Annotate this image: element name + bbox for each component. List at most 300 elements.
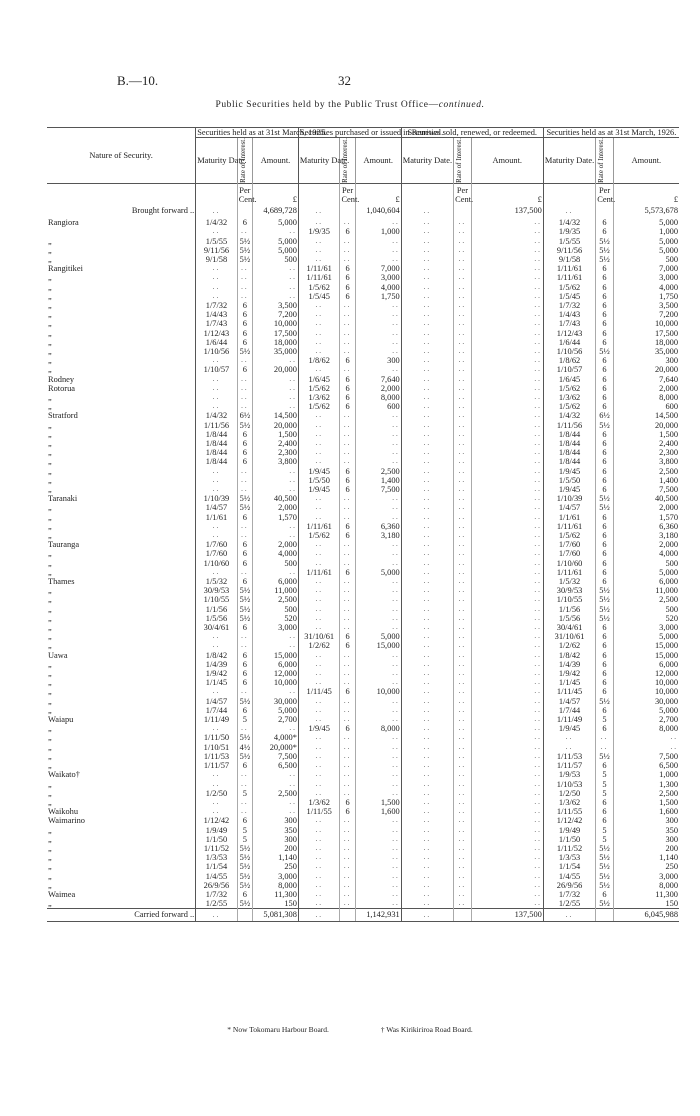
cell-rate-1926: 6 [596, 761, 613, 770]
cell-rate-1925: .. [237, 273, 252, 282]
cell-maturity-sold: .. [401, 430, 453, 439]
cell-amount-sold: .. [471, 733, 543, 742]
cell-amount-1925: 200 [253, 844, 299, 853]
cell-rate-purchased: .. [340, 780, 355, 789]
document-reference: B.—10. [117, 73, 159, 88]
cell-amount-purchased: .. [355, 816, 401, 825]
cell-maturity-1925: 1/11/53 [196, 752, 238, 761]
cell-amount-1926: 500 [613, 559, 679, 568]
cell-rate-purchased: .. [340, 899, 355, 909]
cell-amount-1926: 2,500 [613, 595, 679, 604]
cell-rate-1925: .. [237, 467, 252, 476]
unit-pound: £ [253, 184, 299, 205]
cell-maturity-purchased: .. [298, 770, 340, 779]
table-row [47, 761, 679, 770]
cell-amount-1925: 500 [253, 559, 299, 568]
cell-maturity-sold: .. [401, 227, 453, 236]
cell-rate-1925: 5½ [237, 237, 252, 246]
table-row [47, 448, 679, 457]
cell-maturity-1925: 26/9/56 [196, 881, 238, 890]
cell-amount-purchased: .. [355, 329, 401, 338]
cell-maturity-purchased: .. [298, 623, 340, 632]
cell-rate-purchased: .. [340, 329, 355, 338]
cell-maturity-purchased: 1/11/45 [298, 687, 340, 696]
cell-maturity-1925: .. [196, 485, 238, 494]
cell-rate-1925: 5½ [237, 899, 252, 909]
cell-rate-sold: .. [454, 752, 471, 761]
cell-rate-sold: .. [454, 421, 471, 430]
cell-amount-sold: .. [471, 246, 543, 255]
cell-name: „ [48, 586, 52, 596]
cell-amount-1926: 7,500 [613, 485, 679, 494]
cell-amount-sold: .. [471, 227, 543, 236]
cell-rate-1925: 5½ [237, 503, 252, 512]
cell-maturity-purchased: 1/5/50 [298, 476, 340, 485]
col-rate-3 [454, 138, 471, 184]
unit-percent: Per Cent. [340, 184, 355, 205]
cell-amount-1926: 2,000 [613, 540, 679, 549]
cell-maturity-sold: .. [401, 826, 453, 835]
cell-maturity-1925: 1/10/60 [196, 559, 238, 568]
cell-amount-purchased: .. [355, 494, 401, 503]
cell-amount-purchased: 6,360 [355, 522, 401, 531]
table-row [47, 872, 679, 881]
cell-amount-purchased: .. [355, 826, 401, 835]
cell-maturity-1926: 1/5/56 [543, 614, 595, 623]
col-maturity-4: Maturity Date. [543, 138, 595, 184]
cell-rate-purchased: 6 [340, 568, 355, 577]
cell-rate-1925: 5½ [237, 844, 252, 853]
cell-maturity-1925: 1/11/49 [196, 715, 238, 724]
cell-rate-1926: 6 [596, 356, 613, 365]
cell-name: „ [48, 429, 52, 439]
cell-amount-sold: .. [471, 513, 543, 522]
cell-maturity-1925: 1/8/44 [196, 448, 238, 457]
cell-maturity-sold: .. [401, 393, 453, 402]
table-row [47, 494, 679, 503]
table-row [47, 319, 679, 328]
cell-name: Tauranga [48, 540, 80, 550]
cell-rate-1925: .. [237, 568, 252, 577]
cell-maturity-1925: 1/7/60 [196, 540, 238, 549]
cell-amount-1925: 5,000 [253, 706, 299, 715]
cell-amount-1926: 300 [613, 835, 679, 844]
cell-amount-1925: 2,700 [253, 715, 299, 724]
cell-maturity-sold: .. [401, 448, 453, 457]
cell-amount-sold: .. [471, 365, 543, 374]
cell-amount-sold: .. [471, 375, 543, 384]
cell-amount-1926: 11,300 [613, 890, 679, 899]
col-amount-3: Amount. [471, 138, 543, 184]
cell-amount-sold: .. [471, 816, 543, 825]
cell-maturity-sold: .. [401, 549, 453, 558]
cell-maturity-1926: 1/11/52 [543, 844, 595, 853]
cell-amount-purchased: 1,750 [355, 292, 401, 301]
cell-maturity-1925: .. [196, 807, 238, 816]
cell-rate-sold: .. [454, 743, 471, 752]
cell-amount-1925: 12,000 [253, 669, 299, 678]
cell-rate-1925: 6 [237, 439, 252, 448]
cell-name: „ [48, 613, 52, 623]
table-row [47, 467, 679, 476]
cell-amount-1926: 6,000 [613, 577, 679, 586]
cell-amount-1926: 7,500 [613, 752, 679, 761]
cell-amount-purchased: 300 [355, 356, 401, 365]
cell-maturity-purchased: .. [298, 549, 340, 558]
cell-maturity-purchased: 1/5/62 [298, 402, 340, 411]
cell-rate-purchased: 6 [340, 393, 355, 402]
cell-amount-1925: .. [253, 522, 299, 531]
cell-rate-1925: .. [237, 402, 252, 411]
cell-amount-sold: .. [471, 283, 543, 292]
cell-name: „ [48, 328, 52, 338]
cell-maturity-1926: 1/6/45 [543, 375, 595, 384]
cell-amount-1925: 3,000 [253, 623, 299, 632]
cell-maturity-1926: 1/11/61 [543, 273, 595, 282]
cell-maturity-1925: 1/3/53 [196, 853, 238, 862]
cell-rate-purchased: .. [340, 595, 355, 604]
cell-rate-sold: .. [454, 329, 471, 338]
cell-maturity-purchased: 1/9/45 [298, 467, 340, 476]
cell-amount-1925: 300 [253, 816, 299, 825]
cell-rate-sold: .. [454, 356, 471, 365]
cell-rate-purchased: .. [340, 678, 355, 687]
cell-name: „ [48, 521, 52, 531]
cell-rate-sold: .. [454, 255, 471, 264]
cell-amount-1926: 2,500 [613, 467, 679, 476]
cell-rate-sold: .. [454, 494, 471, 503]
cell-rate-1925: 6 [237, 301, 252, 310]
cell-maturity-1926: 1/11/61 [543, 568, 595, 577]
col-amount-4: Amount. [613, 138, 679, 184]
cell-maturity-1926: 1/9/49 [543, 826, 595, 835]
cell-rate-purchased: 6 [340, 724, 355, 733]
cell-maturity-1925: .. [196, 798, 238, 807]
cell-amount-sold: .. [471, 678, 543, 687]
cell-maturity-sold: .. [401, 246, 453, 255]
cell-amount-purchased: .. [355, 503, 401, 512]
cell-amount-1925: .. [253, 467, 299, 476]
cell-rate-1925: 6 [237, 513, 252, 522]
cell-maturity-1926: 1/4/57 [543, 697, 595, 706]
cell-amount-purchased: .. [355, 715, 401, 724]
cell-name: „ [48, 797, 52, 807]
cell-rate-purchased: .. [340, 494, 355, 503]
cell-rate-sold: .. [454, 899, 471, 909]
cell-maturity-1925: 1/7/44 [196, 706, 238, 715]
cell-amount-1926: 2,300 [613, 448, 679, 457]
group-purchased: Securities purchased or issued in Renewal. [299, 128, 444, 137]
table-row [47, 706, 679, 715]
cell-amount-sold: .. [471, 844, 543, 853]
cell-amount-purchased: .. [355, 660, 401, 669]
cell-amount-purchased: .. [355, 706, 401, 715]
cell-rate-1926: 6 [596, 807, 613, 816]
table-row [47, 577, 679, 586]
cell-rate-purchased: .. [340, 853, 355, 862]
cell-rate-sold: .. [454, 384, 471, 393]
cell-name: „ [48, 604, 52, 614]
cell-amount-purchased: .. [355, 577, 401, 586]
cell-rate-sold: .. [454, 697, 471, 706]
cell-rate-1926: .. [596, 733, 613, 742]
cell-rate-sold: .. [454, 715, 471, 724]
cell-amount-purchased: .. [355, 605, 401, 614]
cell-amount-sold: .. [471, 568, 543, 577]
cell-amount-1926: 6,360 [613, 522, 679, 531]
cell-amount-1925: .. [253, 283, 299, 292]
cell-rate-1925: 6 [237, 706, 252, 715]
cell-maturity-1926: 1/7/43 [543, 319, 595, 328]
cell-rate-1926: 6 [596, 319, 613, 328]
cell-rate-1925: 6 [237, 310, 252, 319]
cell-maturity-purchased: 1/2/62 [298, 641, 340, 650]
bf-amount-1926: 5,573,678 [613, 204, 679, 218]
cell-amount-1926: 5,000 [613, 632, 679, 641]
cell-amount-1925: .. [253, 724, 299, 733]
cell-amount-1926: 30,000 [613, 697, 679, 706]
cell-rate-sold: .. [454, 540, 471, 549]
cell-name: Thames [48, 577, 75, 587]
cell-rate-1925: 5 [237, 715, 252, 724]
cell-maturity-sold: .. [401, 632, 453, 641]
cell-rate-sold: .. [454, 669, 471, 678]
cell-name: „ [48, 687, 52, 697]
cell-rate-sold: .. [454, 467, 471, 476]
cell-maturity-sold: .. [401, 715, 453, 724]
cell-rate-1926: 5½ [596, 421, 613, 430]
cell-maturity-1926: 1/4/43 [543, 310, 595, 319]
cell-amount-1926: 20,000 [613, 421, 679, 430]
table-row [47, 623, 679, 632]
cell-rate-purchased: 6 [340, 485, 355, 494]
cell-maturity-1925: 1/1/50 [196, 835, 238, 844]
cell-amount-1926: 10,000 [613, 687, 679, 696]
cell-amount-purchased: .. [355, 595, 401, 604]
cell-maturity-1925: .. [196, 292, 238, 301]
cell-rate-purchased: .. [340, 540, 355, 549]
cell-rate-1925: 6 [237, 678, 252, 687]
cell-amount-sold: .. [471, 467, 543, 476]
cell-amount-purchased: .. [355, 890, 401, 899]
cell-amount-1926: 2,400 [613, 439, 679, 448]
cell-name: „ [48, 356, 52, 366]
cell-amount-sold: .. [471, 890, 543, 899]
cell-rate-purchased: .. [340, 789, 355, 798]
cell-amount-1925: 4,000* [253, 733, 299, 742]
cell-maturity-1926: 9/1/58 [543, 255, 595, 264]
cell-name: „ [48, 825, 52, 835]
cell-amount-sold: .. [471, 338, 543, 347]
table-row [47, 853, 679, 862]
group-held-1926: Securities held as at 31st March, 1926. [543, 128, 679, 138]
cell-rate-purchased: .. [340, 246, 355, 255]
cell-amount-1925: 20,000* [253, 743, 299, 752]
unit-pound: £ [471, 184, 543, 205]
cell-rate-1926: 5 [596, 770, 613, 779]
cell-amount-1925: 10,000 [253, 678, 299, 687]
cell-amount-purchased: .. [355, 899, 401, 909]
cell-amount-1926: .. [613, 743, 679, 752]
cell-amount-sold: .. [471, 549, 543, 558]
cell-amount-sold: .. [471, 687, 543, 696]
cell-amount-1926: .. [613, 733, 679, 742]
cell-maturity-sold: .. [401, 356, 453, 365]
cell-rate-sold: .. [454, 586, 471, 595]
cell-rate-purchased: 6 [340, 292, 355, 301]
col-maturity-2: Maturity Date. [298, 138, 340, 184]
cell-maturity-1925: 1/4/57 [196, 697, 238, 706]
cell-maturity-1925: .. [196, 632, 238, 641]
cell-maturity-purchased: .. [298, 789, 340, 798]
cell-maturity-1925: 1/11/50 [196, 733, 238, 742]
cell-name: „ [48, 696, 52, 706]
table-row [47, 522, 679, 531]
table-row [47, 632, 679, 641]
cell-amount-sold: .. [471, 273, 543, 282]
cell-maturity-1925: 1/10/57 [196, 365, 238, 374]
group-held-1925: Securities held as at 31st March, 1925. [197, 128, 327, 137]
table-row [47, 439, 679, 448]
cell-maturity-1926: 1/8/42 [543, 651, 595, 660]
cell-amount-1925: .. [253, 632, 299, 641]
cell-amount-purchased: .. [355, 872, 401, 881]
col-rate-4 [596, 138, 613, 184]
cell-rate-sold: .. [454, 301, 471, 310]
cell-amount-purchased: .. [355, 733, 401, 742]
cell-rate-1926: 6 [596, 476, 613, 485]
cell-amount-1926: 11,000 [613, 586, 679, 595]
cell-name: „ [48, 567, 52, 577]
table-body [47, 184, 679, 909]
col-nature-of-security: Nature of Security. [47, 128, 196, 184]
table-row [47, 641, 679, 650]
cell-rate-purchased: .. [340, 347, 355, 356]
cell-rate-1925: 6 [237, 448, 252, 457]
cell-amount-1926: 35,000 [613, 347, 679, 356]
cell-amount-1925: 5,000 [253, 218, 299, 227]
cell-rate-1925: 6 [237, 218, 252, 227]
cell-rate-1926: 6 [596, 559, 613, 568]
cell-rate-1925: 6 [237, 329, 252, 338]
cell-amount-1926: 20,000 [613, 365, 679, 374]
cell-name: Taranaki [48, 494, 78, 504]
cell-rate-sold: .. [454, 890, 471, 899]
cell-maturity-purchased: .. [298, 816, 340, 825]
cell-name: „ [48, 779, 52, 789]
cell-maturity-purchased: .. [298, 494, 340, 503]
cell-maturity-1925: 1/9/49 [196, 826, 238, 835]
cell-amount-1925: 7,500 [253, 752, 299, 761]
table-row [47, 605, 679, 614]
cell-rate-1925: .. [237, 264, 252, 273]
cell-rate-1925: 6 [237, 890, 252, 899]
cell-amount-sold: .. [471, 255, 543, 264]
cell-amount-1925: .. [253, 641, 299, 650]
table-row [47, 218, 679, 227]
cell-amount-sold: .. [471, 237, 543, 246]
cell-amount-sold: .. [471, 292, 543, 301]
cell-rate-1925: .. [237, 384, 252, 393]
cell-amount-1926: 14,500 [613, 411, 679, 420]
cell-rate-1926: 6 [596, 706, 613, 715]
cell-maturity-1925: 1/1/56 [196, 605, 238, 614]
cell-maturity-sold: .. [401, 292, 453, 301]
cell-name: „ [48, 346, 52, 356]
cell-amount-1925: 1,500 [253, 430, 299, 439]
cell-rate-sold: .. [454, 853, 471, 862]
cell-amount-purchased: .. [355, 586, 401, 595]
cell-name: Rodney [48, 374, 75, 384]
cell-rate-sold: .. [454, 862, 471, 871]
cell-rate-purchased: .. [340, 255, 355, 264]
bf-amount-1925: 4,689,728 [253, 204, 299, 218]
cell-amount-1925: 2,500 [253, 595, 299, 604]
cell-rate-sold: .. [454, 430, 471, 439]
cell-maturity-1926: 1/4/55 [543, 872, 595, 881]
cell-maturity-sold: .. [401, 890, 453, 899]
cell-amount-purchased: .. [355, 347, 401, 356]
cell-rate-1925: 5½ [237, 697, 252, 706]
table-row [47, 899, 679, 909]
cell-rate-1926: 6 [596, 485, 613, 494]
cell-maturity-purchased: .. [298, 503, 340, 512]
cell-maturity-purchased: .. [298, 448, 340, 457]
cell-amount-sold: .. [471, 835, 543, 844]
cell-amount-purchased: 15,000 [355, 641, 401, 650]
cell-maturity-1925: 1/7/60 [196, 549, 238, 558]
cell-rate-purchased: .. [340, 872, 355, 881]
cell-rate-sold: .. [454, 402, 471, 411]
cell-rate-purchased: .. [340, 605, 355, 614]
cell-amount-1925: .. [253, 687, 299, 696]
cell-rate-sold: .. [454, 365, 471, 374]
cell-name: „ [48, 641, 52, 651]
cell-rate-1926: 6 [596, 402, 613, 411]
cell-maturity-sold: .. [401, 384, 453, 393]
cell-maturity-purchased: .. [298, 651, 340, 660]
cell-amount-purchased: 1,600 [355, 807, 401, 816]
table-row [47, 255, 679, 264]
cell-amount-purchased: .. [355, 301, 401, 310]
cell-amount-1926: 7,200 [613, 310, 679, 319]
cell-maturity-sold: .. [401, 540, 453, 549]
cell-rate-1925: 6 [237, 338, 252, 347]
cell-amount-1926: 520 [613, 614, 679, 623]
cell-amount-1926: 1,500 [613, 798, 679, 807]
cell-maturity-sold: .. [401, 457, 453, 466]
cell-amount-1925: 5,000 [253, 237, 299, 246]
cell-amount-1926: 3,800 [613, 457, 679, 466]
cell-rate-purchased: .. [340, 623, 355, 632]
cell-amount-1925: 500 [253, 255, 299, 264]
col-amount-2: Amount. [355, 138, 401, 184]
table-row [47, 365, 679, 374]
table-row [47, 531, 679, 540]
cell-rate-sold: .. [454, 439, 471, 448]
table-row [47, 568, 679, 577]
cell-maturity-1925: 1/8/44 [196, 430, 238, 439]
cell-maturity-purchased: .. [298, 862, 340, 871]
cell-maturity-purchased: .. [298, 301, 340, 310]
cell-maturity-sold: .. [401, 807, 453, 816]
table-row [47, 669, 679, 678]
cell-rate-purchased: .. [340, 614, 355, 623]
cell-maturity-sold: .. [401, 319, 453, 328]
cell-maturity-1926: 1/4/39 [543, 660, 595, 669]
cell-maturity-purchased: 1/11/61 [298, 568, 340, 577]
cell-maturity-sold: .. [401, 743, 453, 752]
